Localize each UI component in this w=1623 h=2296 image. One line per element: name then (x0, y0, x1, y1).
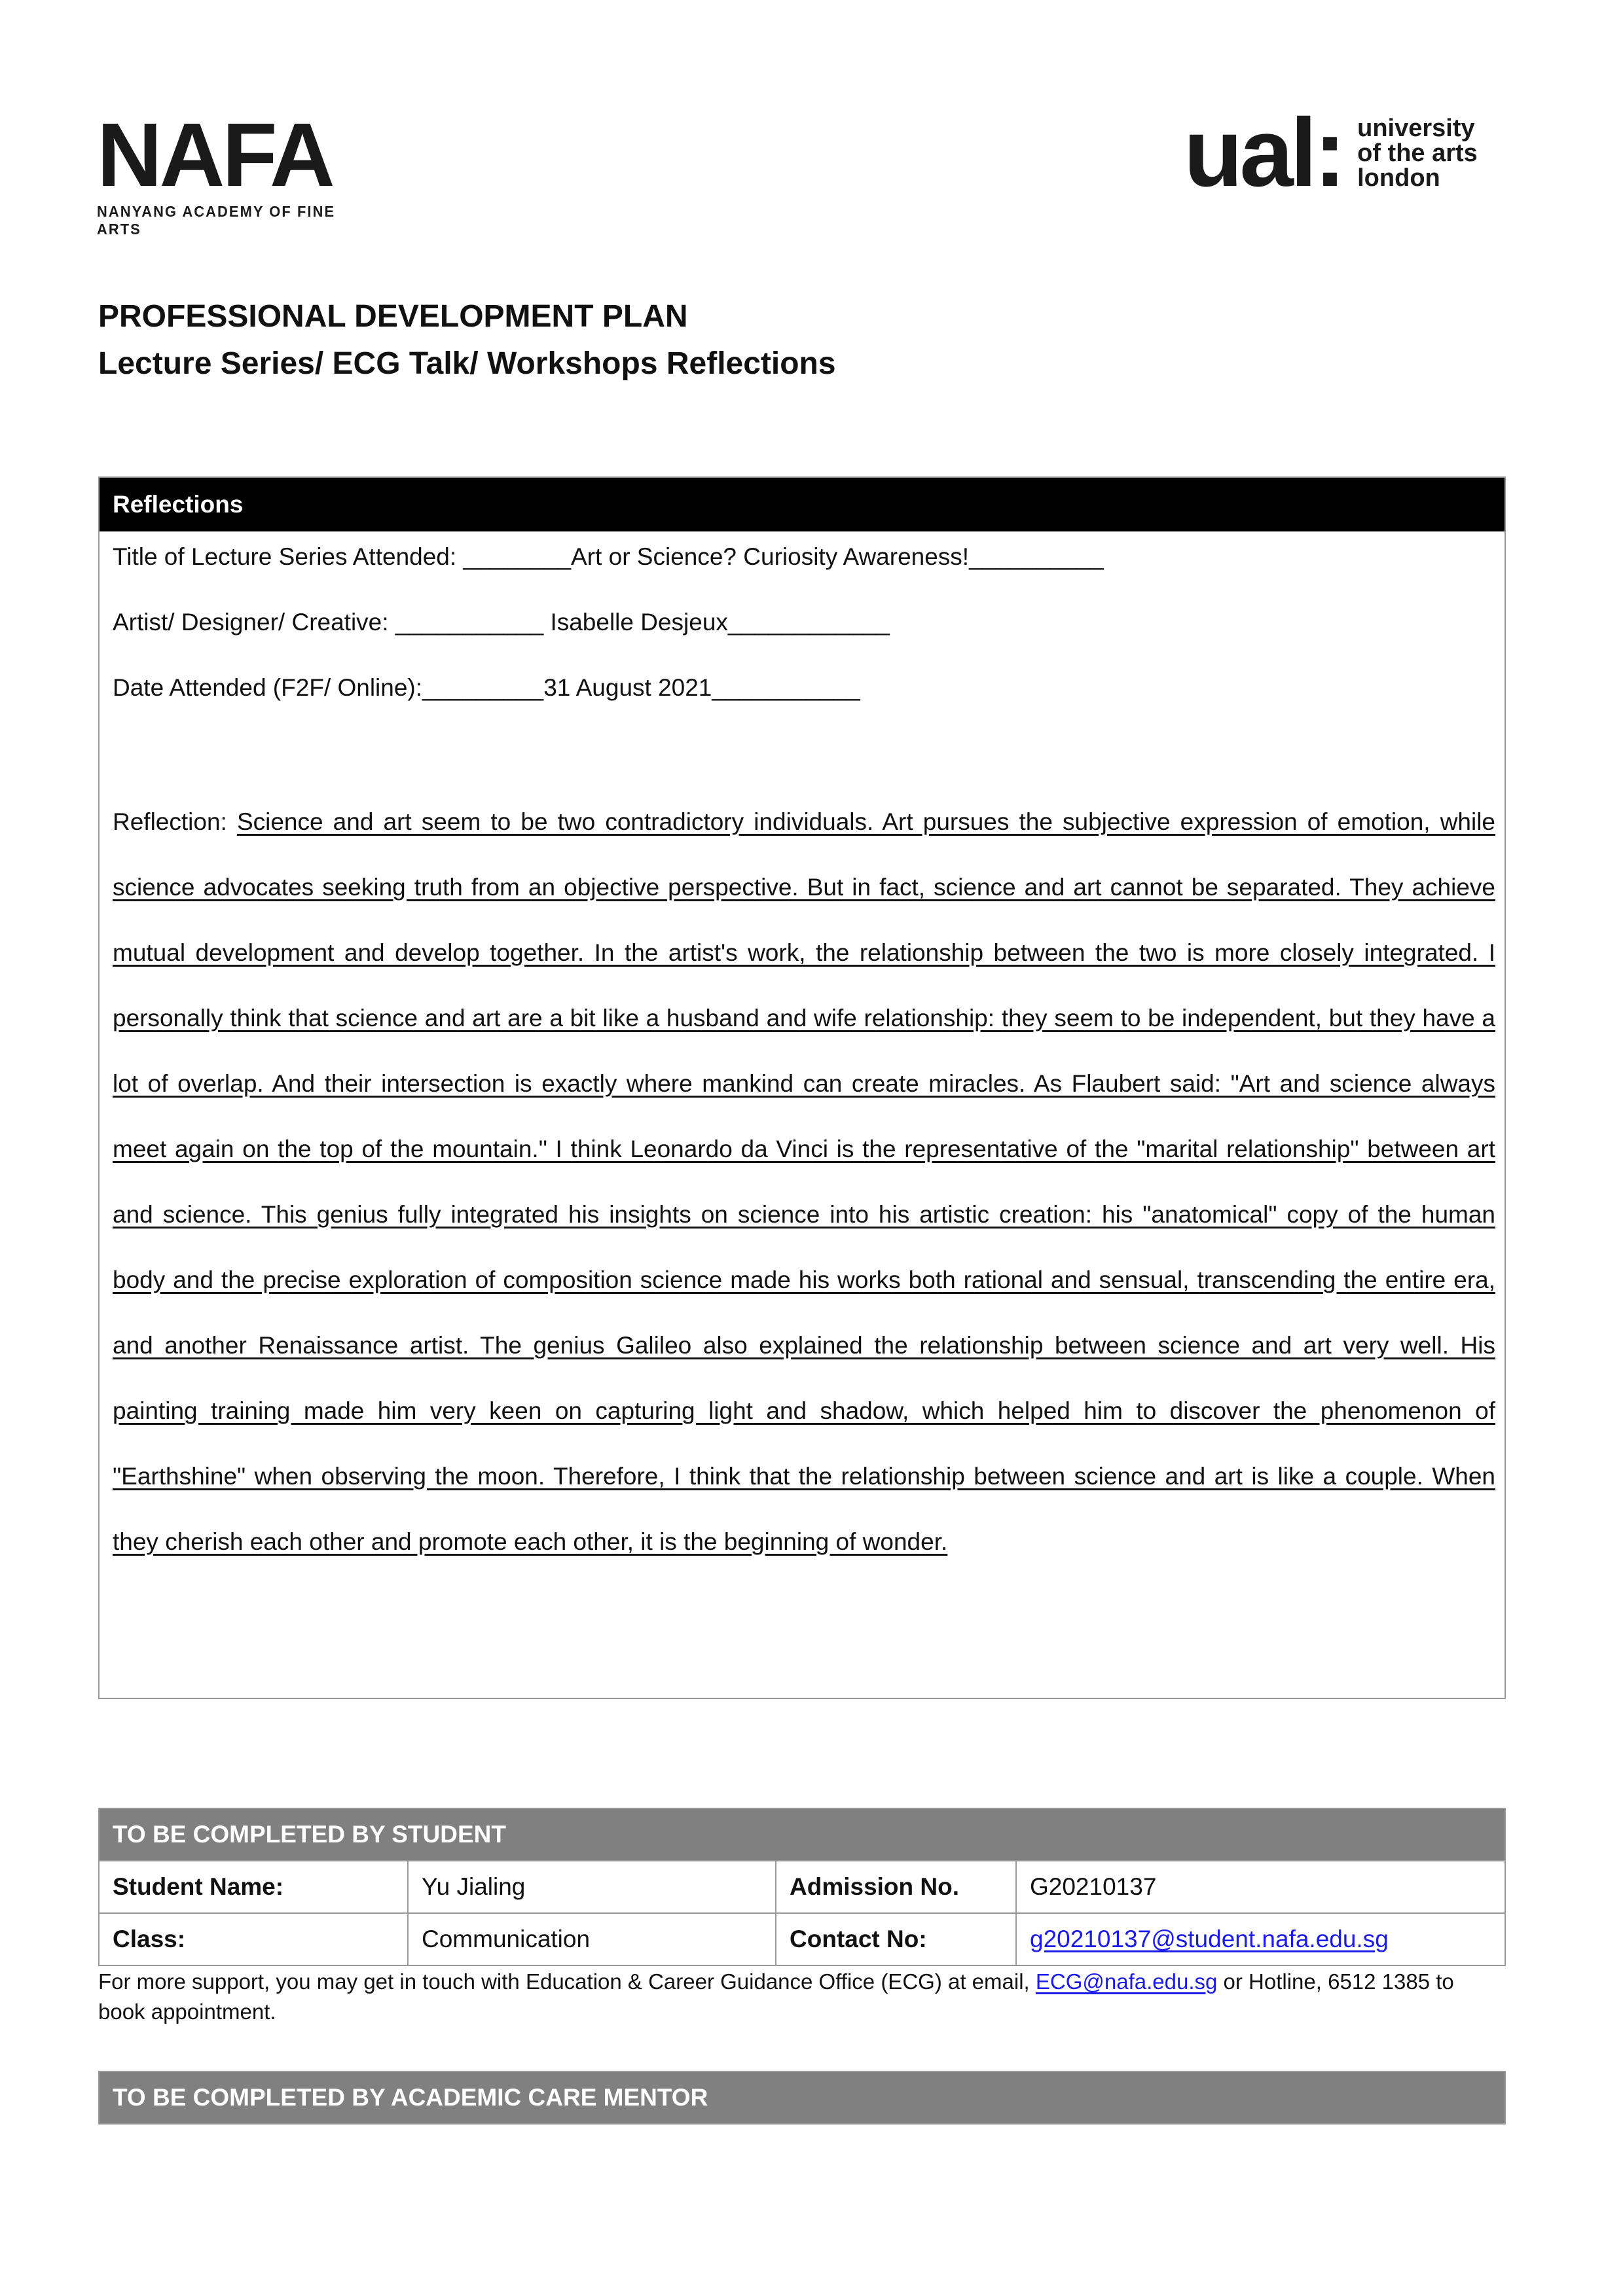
reflection-paragraph (113, 789, 1495, 1575)
ual-logo-line: university (1357, 115, 1475, 142)
student-table (98, 1808, 1506, 1966)
student-name-value: Yu Jialing (408, 1861, 776, 1913)
student-section-heading: TO BE COMPLETED BY STUDENT (99, 1808, 1505, 1861)
support-text-before: For more support, you may get in touch with Education & Career Guidance Office (ECG) at email, (98, 1969, 1036, 1994)
class-label: Class: (99, 1913, 408, 1965)
ual-logo-line: london (1357, 164, 1440, 192)
admission-no-label: Admission No. (776, 1861, 1016, 1913)
admission-no-value: G20210137 (1016, 1861, 1505, 1913)
title-line-2: Lecture Series/ ECG Talk/ Workshops Reflections (98, 346, 836, 381)
reflections-heading: Reflections (100, 478, 1504, 531)
nafa-logo (97, 105, 352, 238)
nafa-logo-subtitle: NANYANG ACADEMY OF FINE ARTS (97, 203, 336, 238)
contact-no-label: Contact No: (776, 1913, 1016, 1965)
reflection-label: Reflection: (113, 808, 227, 835)
ual-logo-line: of the arts (1357, 139, 1478, 167)
contact-email-link[interactable]: g20210137@student.nafa.edu.sg (1030, 1926, 1389, 1952)
document-title (98, 293, 836, 387)
support-text-after: or Hotline, 6512 1385 to book appointment. (98, 1969, 1454, 2024)
ual-logo-name (1357, 116, 1478, 190)
reflection-text: Science and art seem to be two contradictory individuals. Art pursues the subjective expression of emotion, while science advocates seeking truth from an objective perspective. But in fact, science and art cannot be separated. They achieve mutual development and develop together. In the artist's work, the relationship between the two is more closely integrated. I personally think that science and art are a bit like a husband and wife relationship: they seem to be independent, but they have a lot of overlap. And their intersection is exactly where mankind can create miracles. As Flaubert said: "Art and science always meet again on the top of the mountain." I think Leonardo da Vinci is the representative of the "marital relationship" between art and science. This genius fully integrated his insights on science into his artistic creation: his "anatomical" copy of the human body and the precise exploration of composition science made his works both rational and sensual, transcending the entire era, and another Renaissance artist. The genius Galileo also explained the relationship between science and art very well. His painting training made him very keen on capturing light and shadow, which helped him to discover the phenomenon of "Earthshine" when observing the moon. Therefore, I think that the relationship between science and art is like a couple. When they cherish each other and promote each other, it is the beginning of wonder. (113, 808, 1496, 1555)
nafa-logo-mark: NAFA (97, 105, 333, 206)
mentor-section-heading: TO BE COMPLETED BY ACADEMIC CARE MENTOR (99, 2072, 1505, 2124)
support-note (98, 1967, 1506, 2027)
artist-field: Artist/ Designer/ Creative: ___________ Isabelle Desjeux____________ (113, 609, 890, 636)
class-value: Communication (408, 1913, 776, 1965)
ual-logo (1184, 99, 1478, 207)
mentor-table (98, 2071, 1506, 2125)
lecture-title-field: Title of Lecture Series Attended: ________Art or Science? Curiosity Awareness!__________ (113, 543, 1104, 570)
title-line-1: PROFESSIONAL DEVELOPMENT PLAN (98, 299, 688, 334)
student-name-label: Student Name: (99, 1861, 408, 1913)
date-attended-field: Date Attended (F2F/ Online):_________31 August 2021___________ (113, 674, 860, 701)
ual-logo-mark: ual: (1184, 99, 1343, 207)
reflections-box (98, 476, 1506, 1699)
ecg-email-link[interactable]: ECG@nafa.edu.sg (1035, 1969, 1218, 1994)
